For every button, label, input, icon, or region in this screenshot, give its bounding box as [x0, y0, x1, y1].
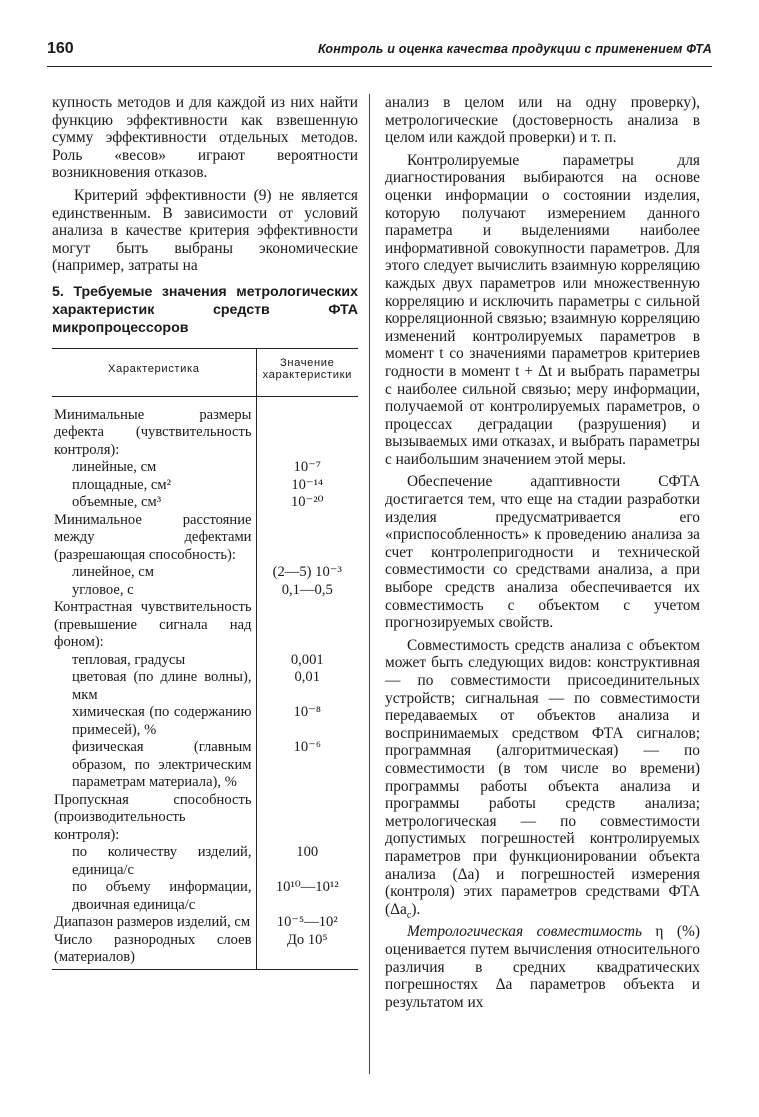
table-row [52, 844, 358, 879]
row-characteristic: физическая (главным образом, по электрическим параметрам материала), % [52, 739, 256, 792]
row-value: 0,001 [290, 651, 324, 668]
table-row [52, 396, 358, 459]
row-value: 10⁻⁵—10² [276, 914, 338, 931]
table-body [52, 396, 358, 969]
row-value [256, 396, 358, 459]
table-row [52, 704, 358, 739]
table-row [52, 669, 358, 704]
metrology-table [52, 348, 358, 970]
table-row [52, 512, 358, 565]
row-characteristic: Минимальное расстояние между дефектами (разрешающая способность): [52, 512, 256, 565]
row-characteristic: тепловая, градусы [52, 652, 256, 670]
page-header [47, 40, 712, 62]
header-value: Значение характеристики [256, 348, 358, 396]
table-number: 5. [52, 283, 64, 300]
right-paragraph-4 [385, 637, 700, 919]
table-caption [52, 283, 358, 337]
right-paragraph-2: Контролируемые параметры для диагностирования выбираются на основе оценки информации о состоянии изделия, которую получают измерением данного параметра и выделениями наиболее информативной совокупности параметров. Для этого следует вычислить взаимную корреляцию каждых двух параметров или множественную корреляцию и исключить параметры с сильной корреляционной связью; взаимную корреляцию изменений контролируемых параметров в момент t со значениями параметров критериев годности в момент t + Δt и выбрать параметры с наиболее сильной связью; меру информации, получаемой от контролируемых параметров, о процессах деградации (разрушения) и вызываемых ими отказах, и выбрать параметры с наибольшим значением этой меры. [385, 151, 700, 468]
table-row [52, 582, 358, 600]
running-title: Контроль и оценка качества продукции с применением ФТА [317, 42, 712, 56]
right-paragraph-5 [385, 923, 700, 1011]
table-header-row [52, 348, 358, 396]
row-characteristic: линейное, см [52, 564, 256, 582]
paragraph-4-text: Совместимость средств анализа с объектом может быть следующих видов: конструктивная — по совместимости присоединительных устройств; сигнальная — по совместимости передаваемых от объектов анализа и воспринимаемых средством ФТА сигналов; программная (алгоритмическая) — по совместимости (в том числе во времени) программы работы объекта анализа и программы работы средств анализа; метрологическая — по совместимости допустимых погрешностей контролируемых параметров при функционировании объекта анализа (Δa) и погрешностей измерения (контроля) этих параметров средствами ФТА (Δa [385, 636, 700, 918]
table-row [52, 459, 358, 477]
left-paragraph-1: купность методов и для каждой из них найти функцию эффективности как взвешенную сумму эффективности отдельных методов. Роль «весов» играют вероятности возникновения отказов. [52, 94, 358, 182]
row-characteristic: объемные, см³ [52, 494, 256, 512]
header-rule [47, 66, 712, 67]
row-value: 10⁻⁷ [293, 459, 321, 476]
table-row [52, 792, 358, 845]
row-characteristic: Диапазон размеров изделий, см [52, 914, 256, 932]
table-row [52, 599, 358, 652]
table-row [52, 652, 358, 670]
row-characteristic: Минимальные размеры дефекта (чувствительность контроля): [52, 396, 256, 459]
row-characteristic: цветовая (по длине волны), мкм [52, 669, 256, 704]
row-characteristic: Пропускная способность (производительность контроля): [52, 792, 256, 845]
table-row [52, 914, 358, 932]
table-row [52, 879, 358, 914]
right-paragraph-3: Обеспечение адаптивности СФТА достигается тем, что еще на стадии разработки изделия предусматривается его «приспособленность» к проведению анализа за счет контролепригодности и технической совместимости со средствами анализа, а при выборе средств анализа обеспечивается их совместимость с объектом с учетом прогнозируемых свойств. [385, 473, 700, 632]
column-divider [369, 94, 370, 1074]
row-characteristic: линейные, см [52, 459, 256, 477]
row-value: (2—5) 10⁻³ [272, 564, 342, 581]
row-characteristic: по количеству изделий, единица/с [52, 844, 256, 879]
row-value: 10⁻⁶ [293, 739, 321, 756]
row-value: 0,01 [294, 669, 321, 686]
table-row [52, 477, 358, 495]
row-value: До 10⁵ [256, 932, 358, 970]
table-title: Требуемые значения метрологических характеристик средств ФТА микропроцессоров [52, 283, 358, 336]
right-column [385, 94, 700, 1016]
row-characteristic: угловое, с [52, 582, 256, 600]
row-value: 10⁻⁸ [293, 704, 321, 721]
right-paragraph-1: анализ в целом или на одну проверку), метрологические (достоверность анализа в целом или каждой проверки) и т. п. [385, 94, 700, 147]
left-paragraph-2: Критерий эффективности (9) не является единственным. В зависимости от условий анализа в качестве критерия эффективности могут быть выбраны экономические (например, затраты на [52, 186, 358, 275]
row-value [256, 599, 358, 652]
row-characteristic: химическая (по содержанию примесей), % [52, 704, 256, 739]
row-value: 100 [296, 844, 319, 861]
row-characteristic: площадные, см² [52, 477, 256, 495]
paragraph-4-end: ). [411, 900, 421, 918]
page-number: 160 [47, 40, 74, 57]
header-characteristic: Характеристика [52, 348, 256, 396]
row-characteristic: Контрастная чувствительность (превышение сигнала над фоном): [52, 599, 256, 652]
row-characteristic: Число разнородных слоев (материалов) [52, 932, 256, 970]
row-value: 10¹⁰—10¹² [275, 879, 339, 896]
paragraph-4-subscript: c [406, 909, 412, 921]
paragraph-5-italic: Метрологическая совместимость [407, 923, 642, 941]
table-row [52, 564, 358, 582]
paragraph-5-text: η (%) оценивается путем вычисления относительного различия в средних квадратических погрешностях Δa параметров объекта и результатом их [385, 923, 700, 1011]
row-value [256, 792, 358, 845]
row-value: 10⁻²⁰ [290, 494, 324, 511]
row-value: 10⁻¹⁴ [291, 476, 324, 493]
row-characteristic: по объему информации, двоичная единица/с [52, 879, 256, 914]
table-row [52, 739, 358, 792]
table-row [52, 932, 358, 970]
left-column [52, 94, 358, 970]
row-value [256, 512, 358, 565]
row-value: 0,1—0,5 [281, 581, 333, 598]
table-row [52, 494, 358, 512]
